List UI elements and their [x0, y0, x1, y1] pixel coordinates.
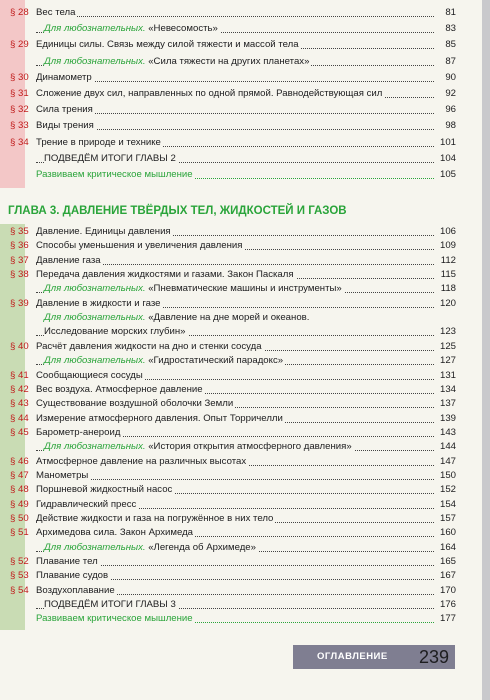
- entry-title-text: «Давление на дне морей и океанов.: [148, 312, 310, 324]
- page-number: 123: [434, 324, 456, 340]
- page-number: 165: [434, 554, 456, 570]
- entry-title-text: Плавание тел: [36, 556, 98, 568]
- entry-title-text: Давление в жидкости и газе: [36, 297, 161, 309]
- section-number: § 28: [10, 7, 29, 18]
- section-number: § 42: [10, 383, 29, 395]
- entry-title-text: Существование воздушной оболочки Земли: [36, 398, 234, 410]
- page-number: 177: [434, 611, 456, 627]
- fun-label: Для любознательных.: [44, 283, 146, 295]
- entry-title: [36, 102, 95, 118]
- section-number: § 32: [10, 104, 29, 116]
- page-number: 98: [434, 118, 456, 134]
- entry-title-text: ПОДВЕДЁМ ИТОГИ ГЛАВЫ 2: [44, 152, 176, 164]
- page-number: 134: [434, 382, 456, 398]
- toc-entry: [8, 37, 456, 53]
- entry-title-text: Сообщающиеся сосуды: [36, 369, 143, 381]
- page-number: 104: [434, 151, 456, 167]
- fun-label: Для любознательных.: [44, 55, 146, 67]
- entry-title: [36, 70, 94, 86]
- section-number: § 37: [10, 254, 29, 266]
- dot-leader: [36, 16, 434, 17]
- entry-title-text: Динамометр: [36, 71, 92, 83]
- entry-title: [36, 86, 384, 102]
- entry-title-text: «Гидростатический парадокс»: [148, 355, 284, 367]
- page-number: 120: [434, 296, 456, 312]
- page-number: 137: [434, 396, 456, 412]
- page-number: 164: [434, 540, 456, 556]
- entry-title-text: «Пневматические машины и инструменты»: [148, 283, 342, 295]
- page-number: 144: [434, 439, 456, 455]
- section-number: § 39: [10, 297, 29, 309]
- entry-title-text: Манометры: [36, 469, 89, 481]
- section-number: § 29: [10, 39, 29, 51]
- entry-title: [44, 21, 220, 37]
- section-number: § 50: [10, 513, 29, 524]
- page-number: 154: [434, 497, 456, 513]
- entry-title-text: Атмосферное давление на различных высотах: [36, 455, 247, 467]
- entry-title-text: Воздухоплавание: [36, 584, 115, 596]
- section-number: § 38: [10, 269, 29, 281]
- entry-title: [36, 118, 96, 134]
- entry-title-text: «Легенда об Архимеде»: [148, 541, 256, 553]
- entry-title: [44, 54, 311, 70]
- toc-entry: [8, 167, 456, 183]
- footer-bar: [293, 645, 455, 669]
- entry-title-text: Расчёт давления жидкости на дно и стенки сосуда: [36, 340, 262, 352]
- section-number: § 43: [10, 398, 29, 410]
- entry-title-text: Виды трения: [36, 120, 94, 132]
- dot-leader: [36, 113, 434, 114]
- entry-title: [36, 5, 77, 21]
- toc-entry: [8, 70, 456, 86]
- entry-title-text: Развиваем критическое мышление: [36, 613, 193, 625]
- page-number: 157: [434, 511, 456, 527]
- toc-entry: [8, 611, 456, 627]
- fun-label: Для любознательных.: [44, 541, 146, 553]
- section-number: § 53: [10, 570, 29, 582]
- page-number: 83: [434, 21, 456, 37]
- entry-title-text: Давление газа: [36, 254, 101, 266]
- toc-entry: [8, 151, 456, 167]
- page-edge: [482, 0, 490, 700]
- entry-title: [36, 167, 195, 183]
- fun-label: Для любознательных.: [44, 355, 146, 367]
- footer-page-number: 239: [418, 647, 449, 667]
- entry-title-text: Давление. Единицы давления: [36, 226, 171, 237]
- toc-entry: [8, 5, 456, 21]
- entry-title-text: Барометр-анероид: [36, 426, 121, 438]
- entry-title-text: Единицы силы. Связь между силой тяжести и массой тела: [36, 39, 299, 51]
- section-number: § 40: [10, 340, 29, 352]
- page-number: 112: [434, 253, 456, 269]
- fun-label: Для любознательных.: [44, 441, 146, 453]
- entry-title-text: Передача давления жидкостями и газами. Закон Паскаля: [36, 269, 294, 281]
- toc-entry: [8, 135, 456, 151]
- fun-label: Для любознательных.: [44, 23, 146, 35]
- section-number: § 54: [10, 584, 29, 596]
- entry-title-text: Трение в природе и технике: [36, 136, 161, 148]
- page-number: 150: [434, 468, 456, 484]
- page-number: 96: [434, 102, 456, 118]
- toc-entry: [8, 21, 456, 37]
- section-number: § 52: [10, 556, 29, 568]
- entry-title-text: Сила трения: [36, 104, 93, 116]
- page-number: 170: [434, 583, 456, 599]
- toc-entry: [8, 102, 456, 118]
- page-number: 92: [434, 86, 456, 102]
- section-number: § 47: [10, 469, 29, 481]
- entry-title-text: Плавание судов: [36, 570, 109, 582]
- page-number: 90: [434, 70, 456, 86]
- section-number: § 34: [10, 136, 29, 148]
- entry-title-text: «История открытия атмосферного давления»: [148, 441, 352, 453]
- entry-title-text: Сложение двух сил, направленных по одной прямой. Равнодействующая сил: [36, 88, 383, 99]
- page-number: 105: [434, 167, 456, 183]
- section-number: § 51: [10, 527, 29, 539]
- section-number: § 31: [10, 88, 29, 99]
- page-number: 160: [434, 525, 456, 541]
- entry-title-text: Способы уменьшения и увеличения давления: [36, 240, 243, 252]
- toc-entry: [8, 54, 456, 70]
- page-number: 81: [434, 5, 456, 21]
- page-number: 109: [434, 238, 456, 254]
- entry-title: [36, 611, 195, 627]
- page-number: 115: [434, 267, 456, 283]
- page-number: 118: [434, 281, 456, 297]
- page-number: 131: [434, 368, 456, 384]
- entry-title-text: Вес тела: [36, 7, 76, 18]
- dot-leader: [36, 479, 434, 480]
- chapter3-heading: ГЛАВА 3. ДАВЛЕНИЕ ТВЁРДЫХ ТЕЛ, ЖИДКОСТЕЙ И ГАЗОВ: [8, 205, 347, 217]
- toc-entry: [8, 86, 456, 102]
- section-number: § 44: [10, 412, 29, 424]
- page-number: 87: [434, 54, 456, 70]
- page-number: 127: [434, 353, 456, 369]
- page-number: 176: [434, 597, 456, 613]
- page-number: 143: [434, 425, 456, 441]
- fun-label: Для любознательных.: [44, 312, 146, 324]
- page-number: 125: [434, 339, 456, 355]
- entry-title-text: Исследование морских глубин»: [44, 326, 186, 338]
- entry-title-text: ПОДВЕДЁМ ИТОГИ ГЛАВЫ 3: [44, 599, 176, 611]
- entry-title-text: Вес воздуха. Атмосферное давление: [36, 383, 203, 395]
- entry-title: [36, 37, 301, 53]
- section-number: § 36: [10, 240, 29, 252]
- page-number: 147: [434, 454, 456, 470]
- entry-title-text: Развиваем критическое мышление: [36, 169, 193, 180]
- section-number: § 35: [10, 226, 29, 237]
- section-number: § 41: [10, 369, 29, 381]
- entry-title-text: Измерение атмосферного давления. Опыт Торричелли: [36, 412, 283, 424]
- page-number: 152: [434, 482, 456, 498]
- entry-title: [36, 135, 163, 151]
- section-number: § 45: [10, 426, 29, 438]
- entry-title-text: Гидравлический пресс: [36, 498, 137, 510]
- entry-title-text: Действие жидкости и газа на погружённое в них тело: [36, 513, 274, 524]
- page-number: 85: [434, 37, 456, 53]
- entry-title-text: Архимедова сила. Закон Архимеда: [36, 527, 194, 539]
- footer-section-label: ОГЛАВЛЕНИЕ: [317, 651, 388, 662]
- section-number: § 30: [10, 71, 29, 83]
- page-number: 101: [434, 135, 456, 151]
- section-number: § 46: [10, 455, 29, 467]
- section-number: § 49: [10, 498, 29, 510]
- entry-title: [44, 151, 178, 167]
- toc-entry: [8, 118, 456, 134]
- page-number: 139: [434, 411, 456, 427]
- dot-leader: [36, 81, 434, 82]
- entry-title-text: «Сила тяжести на других планетах»: [148, 55, 310, 67]
- entry-title-text: Поршневой жидкостный насос: [36, 484, 173, 496]
- page-number: 106: [434, 224, 456, 240]
- section-number: § 48: [10, 484, 29, 496]
- section-number: § 33: [10, 120, 29, 132]
- page-number: 167: [434, 568, 456, 584]
- entry-title-text: «Невесомость»: [148, 23, 218, 35]
